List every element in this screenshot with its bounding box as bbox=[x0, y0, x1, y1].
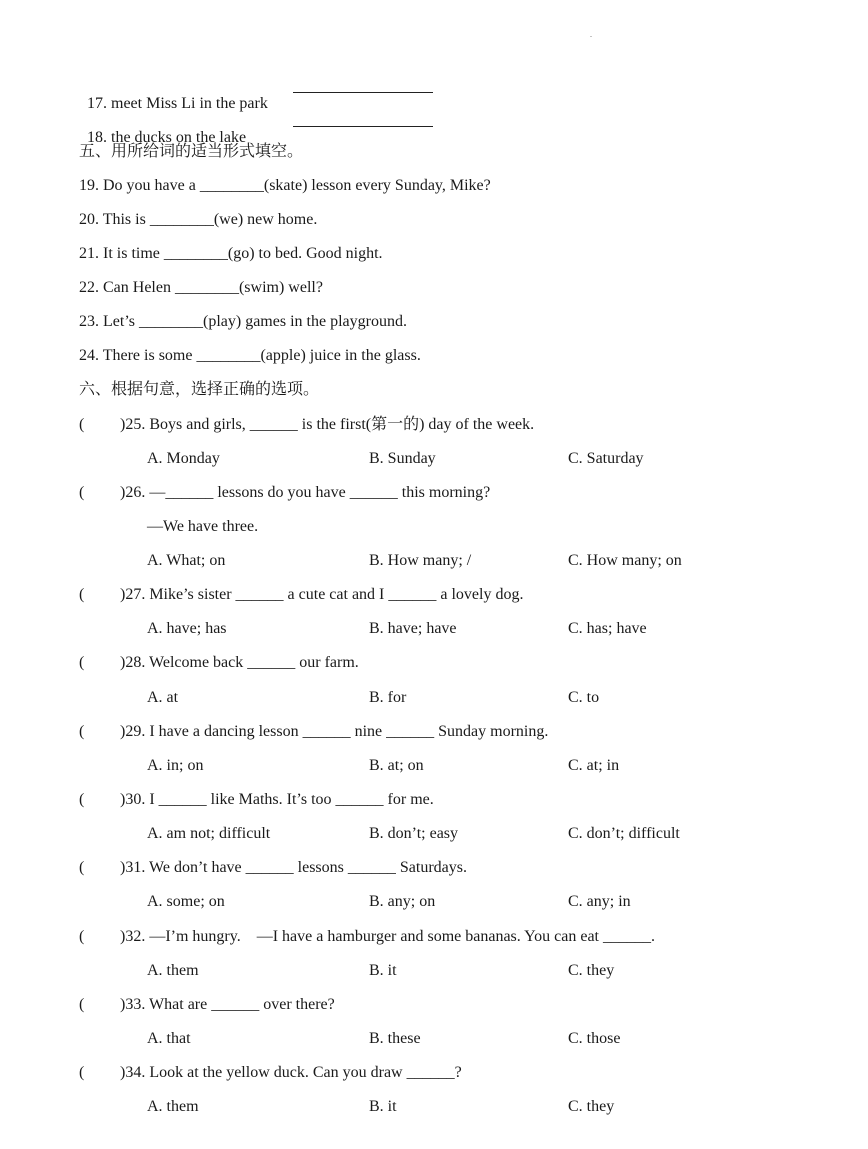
option-33-b: B. these bbox=[369, 1030, 421, 1047]
option-28-a: A. at bbox=[147, 689, 179, 706]
question-27: )27. Mike’s sister ______ a cute cat and I ______ a lovely dog. bbox=[120, 586, 524, 603]
option-30-a: A. am not; difficult bbox=[147, 825, 271, 842]
page-mark: . bbox=[590, 30, 592, 39]
answer-bracket-34[interactable]: ( bbox=[79, 1064, 85, 1081]
question-26: )26. —______ lessons do you have ______ this morning? bbox=[120, 484, 491, 501]
option-28-c: C. to bbox=[568, 689, 600, 706]
option-28-b: B. for bbox=[369, 689, 407, 706]
item-19: 19. Do you have a ________(skate) lesson every Sunday, Mike? bbox=[79, 177, 491, 194]
item-20: 20. This is ________(we) new home. bbox=[79, 211, 318, 228]
option-31-c: C. any; in bbox=[568, 893, 631, 910]
option-33-a: A. that bbox=[147, 1030, 191, 1047]
answer-bracket-32[interactable]: ( bbox=[79, 928, 85, 945]
option-27-b: B. have; have bbox=[369, 620, 457, 637]
option-29-a: A. in; on bbox=[147, 757, 204, 774]
option-25-b: B. Sunday bbox=[369, 450, 436, 467]
item-23: 23. Let’s ________(play) games in the playground. bbox=[79, 313, 407, 330]
question-29: )29. I have a dancing lesson ______ nine ______ Sunday morning. bbox=[120, 723, 549, 740]
option-34-c: C. they bbox=[568, 1098, 615, 1115]
answer-bracket-29[interactable]: ( bbox=[79, 723, 85, 740]
item-22: 22. Can Helen ________(swim) well? bbox=[79, 279, 323, 296]
answer-bracket-33[interactable]: ( bbox=[79, 996, 85, 1013]
question-31: )31. We don’t have ______ lessons ______ Saturdays. bbox=[120, 859, 467, 876]
option-26-c: C. How many; on bbox=[568, 552, 682, 569]
option-27-a: A. have; has bbox=[147, 620, 227, 637]
answer-bracket-30[interactable]: ( bbox=[79, 791, 85, 808]
answer-bracket-31[interactable]: ( bbox=[79, 859, 85, 876]
answer-bracket-26[interactable]: ( bbox=[79, 484, 85, 501]
answer-bracket-25[interactable]: ( bbox=[79, 416, 85, 433]
question-34: )34. Look at the yellow duck. Can you draw ______? bbox=[120, 1064, 462, 1081]
option-26-a: A. What; on bbox=[147, 552, 226, 569]
option-33-c: C. those bbox=[568, 1030, 621, 1047]
answer-line-17[interactable] bbox=[293, 92, 433, 93]
question-26-reply: —We have three. bbox=[147, 518, 259, 535]
question-25: )25. Boys and girls, ______ is the first(第一的) day of the week. bbox=[120, 416, 535, 433]
option-29-b: B. at; on bbox=[369, 757, 424, 774]
item-17-text: 17. meet Miss Li in the park bbox=[87, 95, 268, 112]
item-18-text: 18. the ducks on the lake bbox=[87, 129, 247, 146]
section-heading-6: 六、根据句意，选择正确的选项。 bbox=[79, 381, 320, 398]
item-21: 21. It is time ________(go) to bed. Good night. bbox=[79, 245, 383, 262]
answer-bracket-28[interactable]: ( bbox=[79, 654, 85, 671]
question-28: )28. Welcome back ______ our farm. bbox=[120, 654, 359, 671]
option-25-a: A. Monday bbox=[147, 450, 220, 467]
answer-line-18[interactable] bbox=[293, 126, 433, 127]
option-32-a: A. them bbox=[147, 962, 199, 979]
answer-bracket-27[interactable]: ( bbox=[79, 586, 85, 603]
option-27-c: C. has; have bbox=[568, 620, 647, 637]
option-26-b: B. How many; / bbox=[369, 552, 472, 569]
option-25-c: C. Saturday bbox=[568, 450, 644, 467]
option-34-a: A. them bbox=[147, 1098, 199, 1115]
option-30-b: B. don’t; easy bbox=[369, 825, 459, 842]
option-31-b: B. any; on bbox=[369, 893, 436, 910]
option-34-b: B. it bbox=[369, 1098, 397, 1115]
option-30-c: C. don’t; difficult bbox=[568, 825, 680, 842]
item-24: 24. There is some ________(apple) juice in the glass. bbox=[79, 347, 421, 364]
option-32-c: C. they bbox=[568, 962, 615, 979]
option-31-a: A. some; on bbox=[147, 893, 225, 910]
question-32: )32. —I’m hungry. —I have a hamburger and some bananas. You can eat ______. bbox=[120, 928, 655, 945]
section-heading-5: 五、用所给词的适当形式填空。 bbox=[79, 143, 304, 160]
option-29-c: C. at; in bbox=[568, 757, 620, 774]
option-32-b: B. it bbox=[369, 962, 397, 979]
question-33: )33. What are ______ over there? bbox=[120, 996, 335, 1013]
question-30: )30. I ______ like Maths. It’s too ______ for me. bbox=[120, 791, 434, 808]
